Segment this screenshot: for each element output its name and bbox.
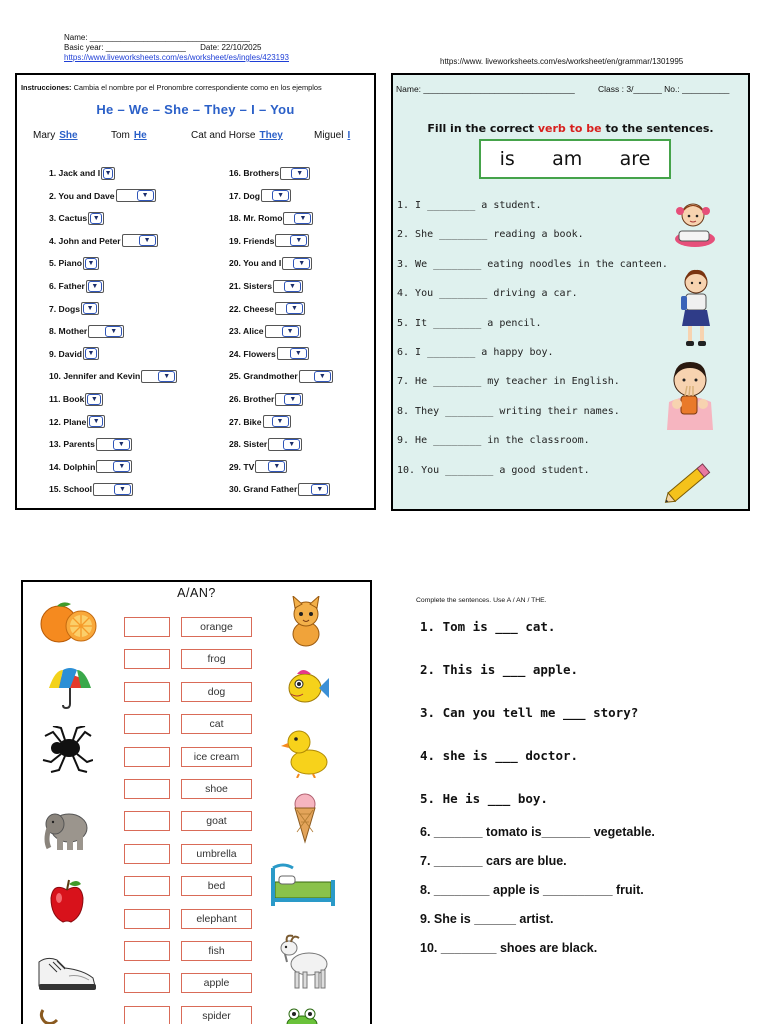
chevron-down-icon[interactable]: ▼ (283, 439, 300, 450)
article-question: 5. He is ___ boy. (420, 791, 548, 806)
date-text: Date: 22/10/2025 (200, 43, 262, 52)
pronoun-item-label: 23. Alice (229, 326, 264, 337)
pronoun-item (229, 459, 287, 475)
chevron-down-icon[interactable]: ▼ (290, 235, 307, 246)
pronoun-item (49, 188, 156, 204)
option-am: am (552, 148, 583, 170)
pronoun-dropdown[interactable] (86, 280, 104, 293)
chevron-down-icon[interactable]: ▼ (89, 416, 103, 427)
pronoun-item-label: 1. Jack and I (49, 168, 101, 178)
pronoun-item-label: 11. Book (49, 394, 85, 404)
article-question: 7. _______ cars are blue. (420, 854, 567, 868)
umbrella-icon (45, 666, 95, 710)
word-box: spider (181, 1006, 252, 1024)
chevron-down-icon[interactable]: ▼ (90, 213, 102, 224)
chevron-down-icon[interactable]: ▼ (158, 371, 175, 382)
word-box: fish (181, 941, 252, 961)
answer-box[interactable] (124, 876, 170, 896)
answer-box[interactable] (124, 649, 170, 669)
name-line: Name: ____________________________________ (64, 33, 250, 42)
worksheet-header (64, 33, 289, 63)
pronoun-item-label: 24. Flowers (229, 348, 276, 359)
pronoun-item-label: 17. Dog (229, 190, 261, 201)
article-question: 10. ________ shoes are black. (420, 941, 598, 955)
chevron-down-icon[interactable]: ▼ (83, 303, 97, 314)
pronoun-item (49, 255, 99, 271)
pronoun-item (229, 188, 291, 204)
pronoun-dropdown[interactable] (275, 393, 303, 406)
pronoun-dropdown[interactable] (88, 212, 104, 225)
chevron-down-icon[interactable]: ▼ (282, 326, 299, 337)
pronoun-dropdown[interactable] (93, 483, 133, 496)
orange-icon (37, 600, 99, 644)
partial-picture-icon (37, 1006, 73, 1024)
verb-sentence: 4. You ________ driving a car. (397, 288, 578, 300)
pronoun-item (49, 481, 133, 497)
chevron-down-icon[interactable]: ▼ (88, 281, 102, 292)
pronoun-item (49, 414, 105, 430)
apple-icon (47, 878, 87, 924)
article-question: 8. ________ apple is __________ fruit. (420, 883, 644, 897)
pronoun-item (49, 323, 124, 339)
pronoun-dropdown[interactable] (96, 438, 132, 451)
pronoun-item (229, 233, 309, 249)
cat-icon (285, 596, 327, 648)
word-box: umbrella (181, 844, 252, 864)
shoe-icon (35, 948, 99, 994)
chevron-down-icon[interactable]: ▼ (105, 326, 122, 337)
word-box: frog (181, 649, 252, 669)
pronoun-dropdown[interactable] (141, 370, 177, 383)
answer-box[interactable] (124, 941, 170, 961)
pronoun-item (229, 391, 303, 407)
pronoun-item-label: 13. Parents (49, 439, 95, 450)
pronoun-dropdown[interactable] (277, 347, 309, 360)
answer-box[interactable] (124, 714, 170, 734)
pronoun-dropdown[interactable] (275, 302, 305, 315)
chevron-down-icon[interactable]: ▼ (113, 439, 130, 450)
example-cat-and-horse: Cat and Horse They (191, 130, 283, 141)
a-an-worksheet (21, 580, 372, 1024)
pronoun-item-label: 22. Cheese (229, 303, 274, 314)
fish-icon (283, 664, 329, 710)
chevron-down-icon[interactable]: ▼ (272, 190, 289, 201)
verb-to-be-title: Fill in the correct verb to be to the sentences. (427, 122, 714, 135)
pronoun-item (229, 165, 310, 181)
verb-sentence: 5. It ________ a pencil. (397, 317, 542, 329)
article-question: 6. _______ tomato is_______ vegetable. (420, 825, 655, 839)
chevron-down-icon[interactable]: ▼ (114, 484, 131, 495)
pronoun-item-label: 12. Plane (49, 416, 87, 427)
pronoun-dropdown[interactable] (96, 460, 132, 473)
pronoun-dropdown[interactable] (298, 483, 330, 496)
chevron-down-icon[interactable]: ▼ (87, 394, 101, 405)
pronoun-item (49, 165, 115, 181)
pronoun-dropdown[interactable] (299, 370, 333, 383)
class-line: Class : 3/______ No.: __________ (598, 84, 730, 94)
pronoun-dropdown[interactable] (83, 347, 99, 360)
verb-to-be-worksheet (391, 73, 750, 511)
pronoun-item (229, 346, 309, 362)
pronoun-item (49, 391, 103, 407)
chevron-down-icon[interactable]: ▼ (286, 303, 303, 314)
answer-box[interactable] (124, 811, 170, 831)
chevron-down-icon[interactable]: ▼ (137, 190, 154, 201)
name-line: Name: ________________________________ (396, 84, 575, 94)
chevron-down-icon[interactable]: ▼ (294, 213, 311, 224)
article-question: 3. Can you tell me ___ story? (420, 705, 639, 720)
ice-cream-icon (291, 792, 319, 844)
pronoun-item (229, 323, 301, 339)
pronoun-dropdown[interactable] (83, 257, 99, 270)
frog-icon (285, 1008, 319, 1024)
pronoun-item (229, 436, 302, 452)
source-link-left[interactable]: https://www.liveworksheets.com/es/worksheet/es/ingles/423193 (64, 53, 289, 62)
article-question: 9. She is ______ artist. (420, 912, 554, 926)
pronoun-item (49, 368, 177, 384)
pronoun-item (49, 459, 132, 475)
chevron-down-icon[interactable]: ▼ (272, 416, 289, 427)
chevron-down-icon[interactable]: ▼ (293, 258, 310, 269)
pronoun-item (49, 233, 158, 249)
pronoun-item-label: 21. Sisters (229, 281, 272, 291)
basic-year-row (64, 43, 289, 53)
chevron-down-icon[interactable]: ▼ (139, 235, 156, 246)
example-mary: Mary She (33, 130, 78, 141)
article-question: 4. she is ___ doctor. (420, 748, 579, 763)
word-box: orange (181, 617, 252, 637)
pronoun-item (229, 368, 333, 384)
answer-box[interactable] (124, 973, 170, 993)
pronoun-item (229, 278, 303, 294)
pronoun-item (49, 436, 132, 452)
pronoun-item-label: 16. Brothers (229, 168, 280, 178)
pronouns-instructions: Instrucciones: Cambia el nombre por el Pronombre correspondiente como en los ejemplos (21, 83, 322, 92)
pronoun-dropdown[interactable] (268, 438, 302, 451)
chevron-down-icon[interactable]: ▼ (290, 348, 307, 359)
example-tom: Tom He (111, 130, 147, 141)
answer-box[interactable] (124, 909, 170, 929)
pronoun-item-label: 4. John and Peter (49, 235, 121, 246)
chevron-down-icon[interactable]: ▼ (284, 394, 301, 405)
elephant-icon (41, 806, 91, 854)
pencil-icon (659, 458, 717, 510)
chevron-down-icon[interactable]: ▼ (85, 258, 97, 269)
schoolgirl-icon (677, 268, 715, 350)
pronoun-item-label: 28. Sister (229, 439, 268, 450)
pronouns-worksheet (15, 73, 376, 510)
answer-box[interactable] (124, 779, 170, 799)
article-question: 2. This is ___ apple. (420, 662, 579, 677)
pronouns-heading: He – We – She – They – I – You (96, 102, 295, 117)
verb-sentence: 7. He ________ my teacher in English. (397, 376, 620, 388)
verb-sentence: 6. I ________ a happy boy. (397, 347, 554, 358)
bed-icon (269, 858, 337, 912)
pronoun-item-label: 18. Mr. Romo (229, 213, 283, 224)
answer-box[interactable] (124, 1006, 170, 1024)
pronoun-item-label: 30. Grand Father (229, 484, 298, 495)
chevron-down-icon[interactable]: ▼ (104, 169, 112, 177)
pronoun-dropdown[interactable] (263, 415, 291, 428)
pronoun-item-label: 3. Cactus (49, 213, 88, 224)
pronoun-item (229, 210, 313, 226)
pronoun-item (229, 255, 312, 271)
pronoun-item-label: 29. TV (229, 461, 255, 472)
pronoun-item (229, 301, 305, 317)
pronoun-item-label: 19. Friends (229, 235, 275, 246)
word-box: cat (181, 714, 252, 734)
chevron-down-icon[interactable]: ▼ (314, 371, 331, 382)
pronoun-dropdown[interactable] (261, 189, 291, 202)
source-link-right: https://www. liveworksheets.com/es/worksheet/en/grammar/1301995 (440, 57, 684, 66)
boy-eating-noodles-icon (659, 358, 721, 430)
duck-icon (281, 726, 331, 778)
pronoun-item-label: 6. Father (49, 281, 85, 291)
word-bank (479, 139, 671, 179)
pronoun-dropdown[interactable] (122, 234, 158, 247)
chevron-down-icon[interactable]: ▼ (268, 461, 285, 472)
pronoun-dropdown[interactable] (273, 280, 303, 293)
pronoun-dropdown[interactable] (87, 415, 105, 428)
word-box: apple (181, 973, 252, 993)
chevron-down-icon[interactable]: ▼ (311, 484, 328, 495)
pronoun-dropdown[interactable] (255, 460, 287, 473)
girl-reading-icon (671, 197, 719, 249)
pronoun-item (229, 481, 330, 497)
article-question: 1. Tom is ___ cat. (420, 619, 556, 634)
pronoun-item-label: 8. Mother (49, 326, 88, 337)
verb-sentence: 10. You ________ a good student. (397, 464, 590, 476)
articles-instructions: Complete the sentences. Use A / AN / THE. (416, 597, 547, 604)
answer-box[interactable] (124, 617, 170, 637)
verb-sentence: 2. She ________ reading a book. (397, 229, 584, 241)
answer-box[interactable] (124, 682, 170, 702)
word-box: dog (181, 682, 252, 702)
pronoun-item-label: 5. Piano (49, 258, 82, 269)
pronoun-item-label: 20. You and I (229, 258, 282, 269)
word-box: elephant (181, 909, 252, 929)
option-are: are (619, 148, 651, 170)
pronoun-item-label: 26. Brother (229, 394, 275, 404)
pronoun-dropdown[interactable] (101, 167, 115, 180)
pronoun-dropdown[interactable] (88, 325, 124, 338)
pronoun-item-label: 10. Jennifer and Kevin (49, 371, 141, 382)
word-box: bed (181, 876, 252, 896)
pronoun-item (49, 278, 104, 294)
pronoun-dropdown[interactable] (81, 302, 99, 315)
example-miguel: Miguel I (314, 130, 351, 141)
pronoun-dropdown[interactable] (275, 234, 309, 247)
verb-sentence: 8. They ________ writing their names. (397, 405, 620, 417)
chevron-down-icon[interactable]: ▼ (291, 168, 308, 179)
word-box: shoe (181, 779, 252, 799)
spider-icon (39, 726, 93, 774)
pronoun-dropdown[interactable] (283, 212, 313, 225)
pronoun-item-label: 15. School (49, 484, 92, 495)
answer-box[interactable] (124, 747, 170, 767)
pronoun-item-label: 9. David (49, 348, 82, 359)
verb-sentence: 9. He ________ in the classroom. (397, 435, 590, 447)
goat-icon (277, 934, 331, 990)
pronoun-item-label: 27. Bike (229, 416, 262, 427)
pronoun-dropdown[interactable] (85, 393, 103, 406)
a-an-title: A/AN? (177, 586, 216, 600)
pronoun-dropdown[interactable] (265, 325, 301, 338)
chevron-down-icon[interactable]: ▼ (284, 281, 301, 292)
pronoun-dropdown[interactable] (280, 167, 310, 180)
pronoun-item-label: 25. Grandmother (229, 371, 298, 382)
word-box: ice cream (181, 747, 252, 767)
pronoun-item-label: 2. You and Dave (49, 190, 115, 201)
pronoun-item-label: 14. Dolphin (49, 461, 96, 472)
chevron-down-icon[interactable]: ▼ (85, 348, 97, 359)
chevron-down-icon[interactable]: ▼ (113, 461, 130, 472)
pronoun-item (49, 346, 99, 362)
pronoun-item (49, 210, 104, 226)
verb-sentence: 1. I ________ a student. (397, 200, 542, 211)
basic-year-line: Basic year: __________________ (64, 43, 186, 52)
word-box: goat (181, 811, 252, 831)
pronoun-item-label: 7. Dogs (49, 303, 81, 314)
pronoun-item (49, 301, 99, 317)
option-is: is (499, 148, 515, 170)
answer-box[interactable] (124, 844, 170, 864)
verb-sentence: 3. We ________ eating noodles in the canteen. (397, 258, 668, 270)
pronoun-item (229, 414, 291, 430)
pronoun-dropdown[interactable] (116, 189, 156, 202)
pronoun-dropdown[interactable] (282, 257, 312, 270)
